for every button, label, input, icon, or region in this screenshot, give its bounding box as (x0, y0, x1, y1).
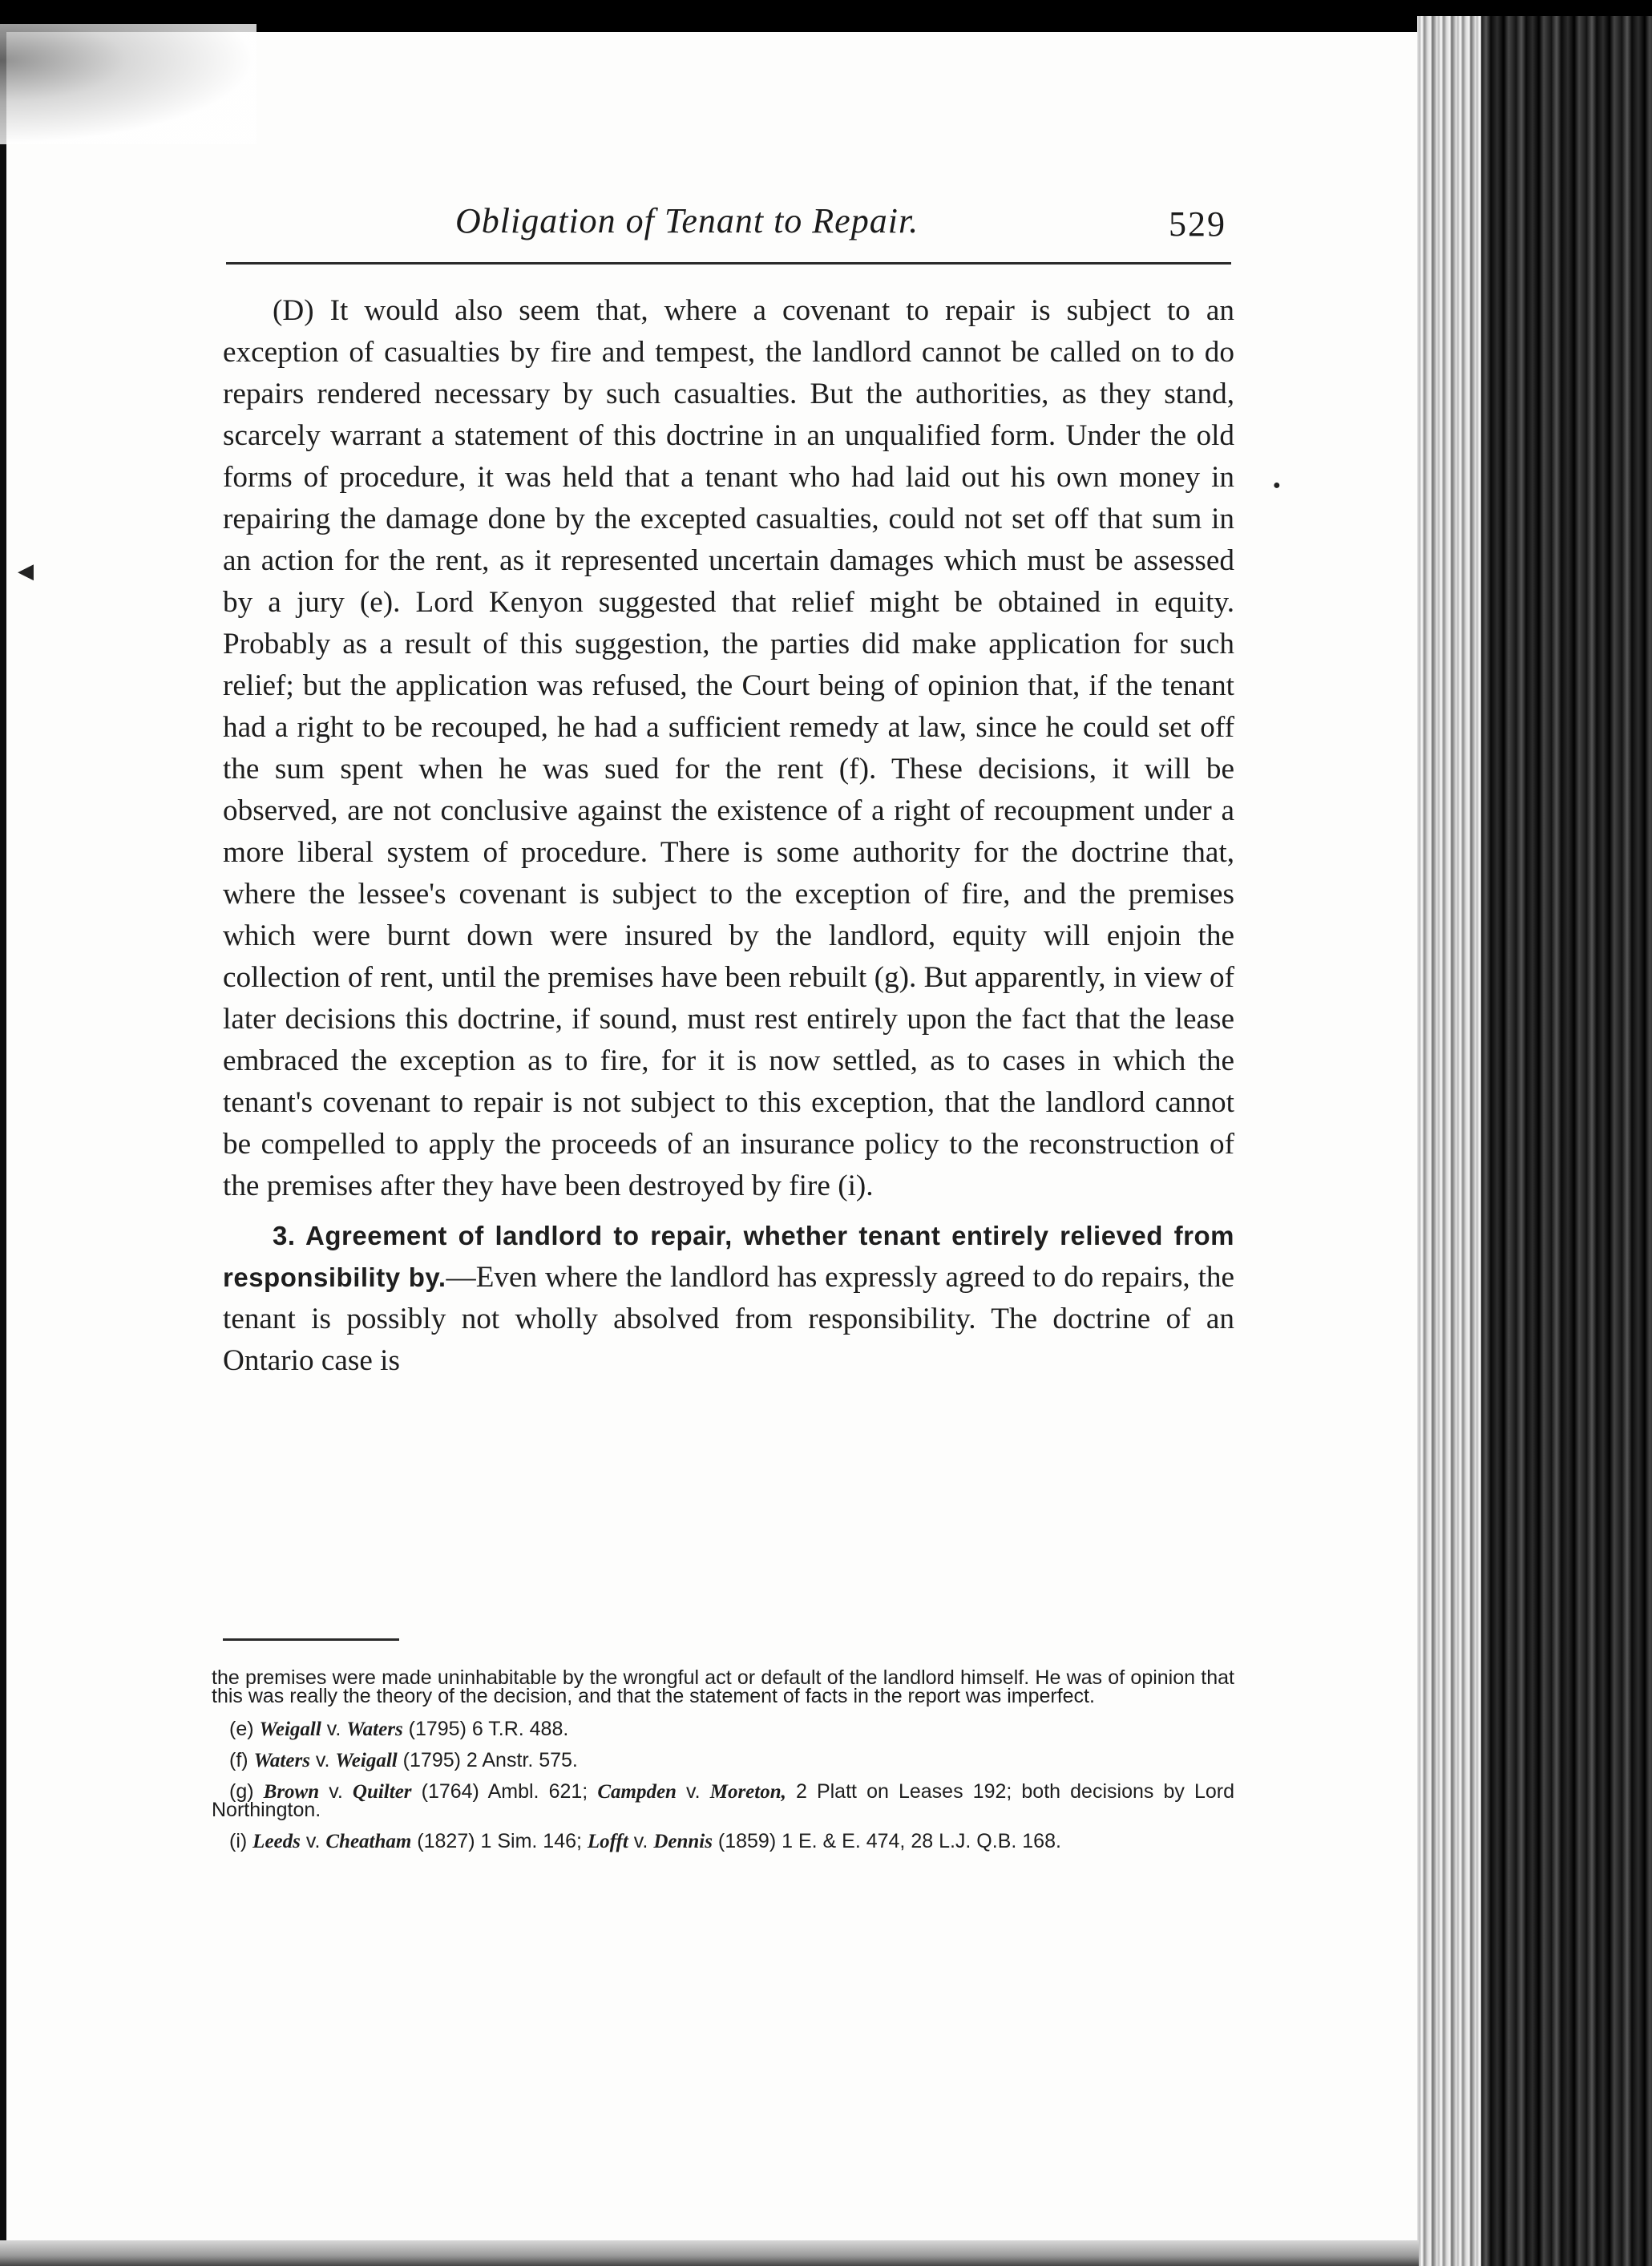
scan-smudge (0, 24, 256, 144)
scan-bottom-edge (0, 2240, 1419, 2266)
footnotes (212, 1666, 1234, 1864)
header-rule (226, 262, 1231, 265)
footnote-mark: (f) (229, 1749, 248, 1771)
page-number: 529 (1169, 204, 1226, 244)
case-name: Dennis (653, 1831, 713, 1852)
case-name: Cheatham (325, 1831, 412, 1852)
case-name: Waters (253, 1750, 310, 1771)
section-heading: 3. Agreement of landlord to repair, whether tenant entirely relieved from responsibility by. (223, 1221, 1234, 1292)
paragraph-section-3 (223, 1215, 1234, 1382)
case-name: Weigall (335, 1750, 398, 1771)
citation: (1764) Ambl. 621; (411, 1780, 598, 1803)
case-name: Waters (346, 1719, 403, 1740)
versus: v. (319, 1780, 353, 1803)
footnote-g (212, 1780, 1234, 1821)
citation: (1795) 6 T.R. 488. (402, 1718, 569, 1740)
margin-dot-mark: ● (1273, 479, 1281, 492)
book-binding-edge (1417, 16, 1652, 2266)
footnote-rule (223, 1638, 399, 1641)
footnote-e (212, 1720, 1234, 1739)
footnote-continued: the premises were made uninhabitable by the wrongful act or default of the landlord himself. He was of opinion that this was really the theory of the decision, and that the statement of facts in the report was imperfect. (212, 1666, 1234, 1707)
case-name: Campden (597, 1781, 677, 1803)
case-name: Quilter (352, 1781, 412, 1803)
case-name: Moreton, (709, 1781, 786, 1803)
case-name: Lofft (587, 1831, 628, 1852)
page-header (223, 200, 1234, 256)
section-3-text: —Even where the landlord has expressly agreed to do repairs, the tenant is possibly not wholly absolved from responsibility. The doctrine of an Ontario case is (223, 1261, 1234, 1377)
citation: (1795) 2 Anstr. 575. (397, 1749, 578, 1771)
versus: v. (628, 1830, 654, 1852)
paragraph-d: (D) It would also seem that, where a covenant to repair is subject to an exception of casualties by fire and tempest, the landlord cannot be called on to do repairs rendered necessary by such casualties. But the authorities, as they stand, scarcely warrant a statement of this doctrine in an unqualified form. Under the old forms of procedure, it was held that a tenant who had laid out his own money in repairing the damage done by the excepted casualties, could not set off that sum in an action for the rent, as it represented uncertain damages which must be assessed by a jury (e). Lord Kenyon suggested that relief might be obtained in equity. Probably as a result of this suggestion, the parties did make application for such relief; but the application was refused, the Court being of opinion that, if the tenant had a right to be recouped, he had a sufficient remedy at law, since he could set off the sum spent when he was sued for the rent (f). These decisions, it will be observed, are not conclusive against the existence of a right of recoupment under a more liberal system of procedure. There is some authority for the doctrine that, where the lessee's covenant is subject to the exception of fire, and the premises which were burnt down were insured by the landlord, equity will enjoin the collection of rent, until the premises have been rebuilt (g). But apparently, in view of later decisions this doctrine, if sound, must rest entirely upon the fact that the lease embraced the exception as to fire, for it is now settled, as to cases in which the tenant's covenant to repair is not subject to this exception, that the landlord cannot be compelled to apply the proceeds of an insurance policy to the reconstruction of the premises after they have been destroyed by fire (i). (223, 294, 1234, 1202)
versus: v. (309, 1749, 336, 1771)
margin-arrow-mark: ◀ (18, 559, 34, 583)
running-title: Obligation of Tenant to Repair. (455, 201, 919, 240)
footnote-mark: (e) (229, 1718, 254, 1740)
versus: v. (676, 1780, 710, 1803)
main-text (223, 290, 1234, 1382)
footnote-f (212, 1751, 1234, 1770)
footnote-mark: (g) (229, 1780, 254, 1803)
versus: v. (300, 1830, 326, 1852)
footnote-mark: (i) (229, 1830, 248, 1852)
citation: (1859) 1 E. & E. 474, 28 L.J. Q.B. 168. (712, 1830, 1061, 1852)
case-name: Leeds (252, 1831, 301, 1852)
versus: v. (321, 1718, 347, 1740)
footnote-i (212, 1832, 1234, 1851)
case-name: Brown (263, 1781, 320, 1803)
case-name: Weigall (259, 1719, 321, 1740)
citation: 2 Platt on Leases 192; both decisions by Lord Northington. (212, 1780, 1234, 1821)
citation: (1827) 1 Sim. 146; (411, 1830, 588, 1852)
